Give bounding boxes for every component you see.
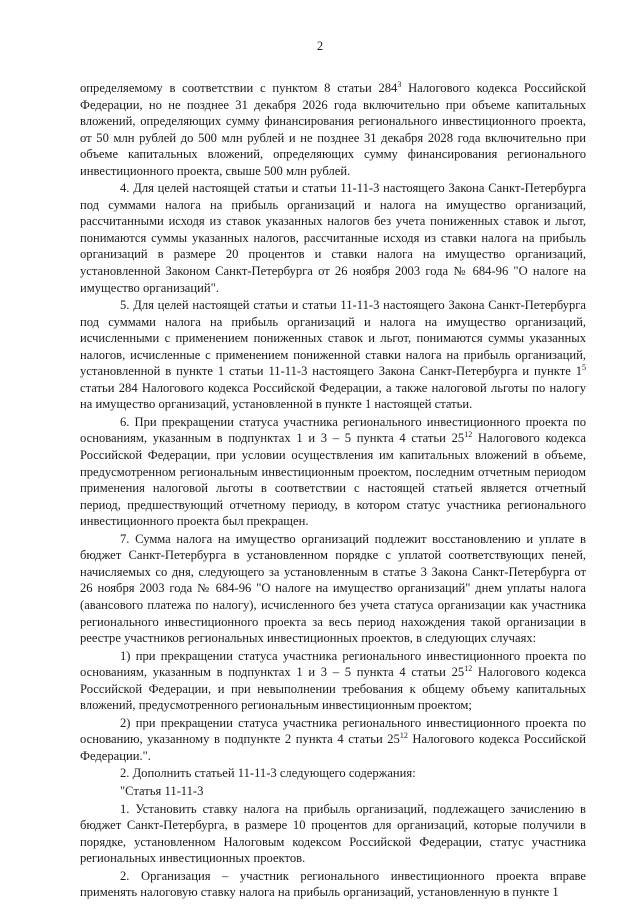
text-run: Налогового кодекса Российской Федерации, и при невыполнении требования к общему объему капитальных вложений, предусмотренного региональным инвестиционным проектом; (80, 665, 586, 713)
text-run: 7. Сумма налога на имущество организаций подлежит восстановлению и уплате в бюджет Санкт-Петербурга в установленном порядке с уплатой соответствующих пеней, начисляемых со дня, следующего за установленным в статье 3 Закона Санкт-Петербурга от 26 ноября 2003 года № 684-96 "О налоге на имущество организаций" днем уплаты налога (авансового платежа по налогу), исчисленного без учета статуса организации как участника регионального инвестиционного проекта за весь период нахождения такой организации в реестре участников региональных инвестиционных проектов, в следующих случаях: (80, 531, 586, 646)
text-run: 2) при прекращении статуса участника регионального инвестиционного проекта по основанию, указанному в подпункте 2 пункта 4 статьи 25 (80, 715, 586, 747)
superscript: 5 (582, 363, 586, 373)
paragraph (80, 531, 586, 647)
paragraph (80, 801, 586, 867)
superscript: 3 (397, 80, 402, 89)
page-number: 2 (316, 39, 324, 53)
text-run: 4. Для целей настоящей статьи и статьи 11-11-3 настоящего Закона Санкт-Петербурга под суммами налога на прибыль организаций и налога на имущество организаций, рассчитанными исходя из ставок указанных налогов без учета пониженных ставок и льгот, понимаются суммы указанных налогов, рассчитанные исходя из ставки налога на прибыль организаций в размере 20 процентов и ставки налога на имущество организаций, установленной Законом Санкт-Петербурга от 26 ноября 2003 года № 684-96 "О налоге на имущество организаций". (80, 181, 586, 295)
text-run: 5. Для целей настоящей статьи и статьи 11-11-3 настоящего Закона Санкт-Петербурга под суммами налога на прибыль организаций и налога на имущество организаций, исчисленными с применением пониженных ставок и льгот, понимаются суммы указанных налогов, исчисленные с применением пониженной ставки налога на прибыль организаций, установленной в пункте 1 статьи 11-11-3 настоящего Закона Санкт-Петербурга и пункте 1 (80, 298, 586, 379)
paragraph (80, 80, 586, 179)
text-run: 2. Организация – участник регионального инвестиционного проекта вправе применять налоговую ставку налога на прибыль организаций, установленную в пункте 1 (80, 868, 586, 900)
text-run: 1) при прекращении статуса участника регионального инвестиционного проекта по основаниям, указанным в подпунктах 1 и 3 – 5 пункта 4 статьи 25 (80, 648, 586, 680)
text-run: Налогового кодекса Российской Федерации.". (80, 732, 586, 763)
paragraph (80, 414, 586, 530)
paragraph (80, 783, 586, 800)
text-run: Налогового кодекса Российской Федерации, при условии осуществления им капитальных вложений в объеме, предусмотренном региональным инвестиционным проектом, последним отчетным периодом применения налоговой льготы в соответствии с настоящей статьей является отчетный период, предшествующий отчетному периоду, в котором статус участника регионального инвестиционного проекта был прекращен. (80, 431, 586, 529)
paragraph (80, 765, 586, 782)
paragraph (80, 715, 586, 765)
text-run: 2. Дополнить статьей 11-11-3 следующего содержания: (120, 766, 416, 781)
text-run: статьи 284 Налогового кодекса Российской Федерации, а также налоговой льготы по налогу на имущество организаций, установленной в пункте 1 настоящей статьи. (80, 380, 586, 412)
text-run: 1. Установить ставку налога на прибыль организаций, подлежащего зачислению в бюджет Санкт-Петербурга, в размере 10 процентов для организаций, которые получили в порядке, установленном Налоговым кодексом Российской Федерации, статус участника региональных инвестиционных проектов. (80, 801, 586, 866)
paragraph (80, 868, 586, 901)
text-run: 6. При прекращении статуса участника регионального инвестиционного проекта по основаниям, указанным в подпунктах 1 и 3 – 5 пункта 4 статьи 25 (80, 414, 586, 446)
superscript: 12 (399, 731, 408, 741)
paragraph (80, 648, 586, 714)
text-run: Налогового кодекса Российской Федерации, но не позднее 31 декабря 2026 года включительно при объеме капитальных вложений, определяющих сумму финансирования регионального инвестиционного проекта, от 50 млн рублей до 500 млн рублей и не позднее 31 декабря 2028 года включительно при объеме капитальных вложений, определяющих сумму финансирования регионального инвестиционного проекта, свыше 500 млн рублей. (80, 81, 586, 178)
superscript: 12 (464, 430, 473, 440)
paragraph (80, 297, 586, 413)
text-run: "Статья 11-11-3 (120, 783, 204, 798)
paragraph (80, 180, 586, 296)
superscript: 12 (464, 664, 473, 674)
text-run: определяемому в соответствии с пунктом 8 статьи 284 (80, 81, 398, 95)
document-body (80, 80, 586, 901)
